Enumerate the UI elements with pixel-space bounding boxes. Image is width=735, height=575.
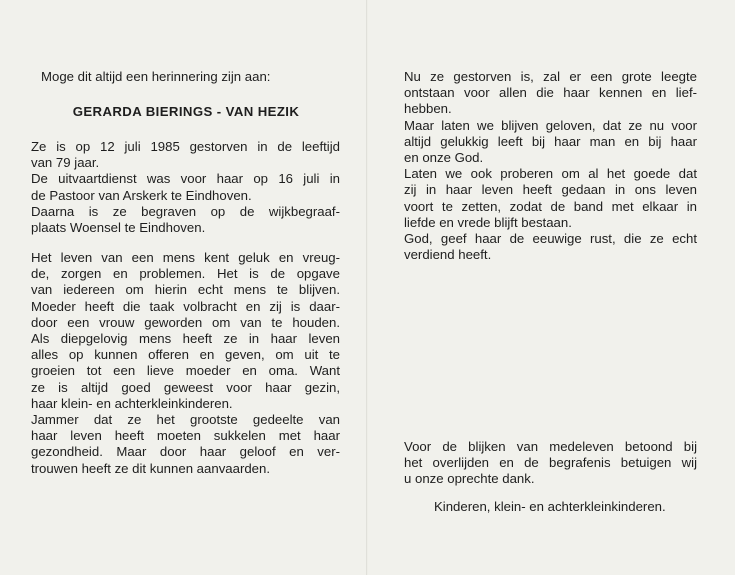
life-paragraph [31,250,340,477]
text-line: het overlijden en de begrafenis betuigen wij [404,455,697,471]
text-line: alles op kunnen offeren en geven, om uit te [31,347,340,363]
text-line: Maar laten we blijven geloven, dat ze nu voor [404,117,697,133]
card-fold-line [366,0,368,575]
text-line: haar leven heeft moeten sukkelen met haar [31,428,340,444]
text-line: en onze God. [404,150,484,166]
text-line: Voor de blijken van medeleven betoond bij [404,439,697,454]
text-line: Nu ze gestorven is, zal er een grote leegte [404,69,697,84]
text-line: De uitvaartdienst was voor haar op 16 juli in [31,171,340,187]
text-line: gezondheid. Maar door haar geloof en ver- [31,444,340,460]
text-line: van 79 jaar. [31,155,100,171]
text-line: de, zorgen en problemen. Het is de opgave [31,266,340,282]
deceased-name: GERARDA BIERINGS - VAN HEZIK [72,104,300,119]
text-line: Het leven van een mens kent geluk en vreug- [31,250,340,265]
signature-line: Kinderen, klein- en achterkleinkinderen. [434,499,666,514]
text-line: verdiend heeft. [404,247,492,263]
text-line: Daarna is ze begraven op de wijkbegraaf- [31,203,340,219]
text-line: altijd gelukkig leeft bij haar man en bij haar [404,133,697,149]
text-line: van iedereen om hierin echt mens te blijven. [31,282,340,298]
text-line: Laten we ook proberen om al het goede dat [404,166,697,182]
death-details-paragraph [31,139,340,236]
text-line: voort te zetten, zodat de band met elkaar in [404,198,697,214]
text-line: Ze is op 12 juli 1985 gestorven in de leeftijd [31,139,340,154]
text-line: ontstaan voor allen die haar kennen en lief- [404,85,697,101]
reflection-paragraph [404,69,697,263]
text-line: door een vrouw geworden om van te houden. [31,314,340,330]
text-line: de Pastoor van Arskerk te Eindhoven. [31,187,252,203]
text-line: groeien tot een lieve moeder en oma. Want [31,363,340,379]
text-line: hebben. [404,101,452,117]
text-line: trouwen heeft ze dit kunnen aanvaarden. [31,460,271,476]
text-line: Als diepgelovig mens heeft ze in haar leven [31,331,340,347]
text-line: u onze oprechte dank. [404,471,535,487]
text-line: haar klein- en achterkleinkinderen. [31,395,233,411]
text-line: God, geef haar de eeuwige rust, die ze echt [404,231,697,247]
text-line: liefde en vrede blijft bestaan. [404,214,572,230]
thanks-paragraph [404,439,697,488]
text-line: ze is altijd goed geweest voor haar gezin, [31,379,340,395]
text-line: Jammer dat ze het grootste gedeelte van [31,412,340,428]
intro-line: Moge dit altijd een herinnering zijn aan: [41,69,271,84]
text-line: zij in haar leven heeft gedaan in ons leven [404,182,697,198]
text-line: Moeder heeft die taak volbracht en zij is daar- [31,298,340,314]
text-line: plaats Woensel te Eindhoven. [31,220,206,236]
